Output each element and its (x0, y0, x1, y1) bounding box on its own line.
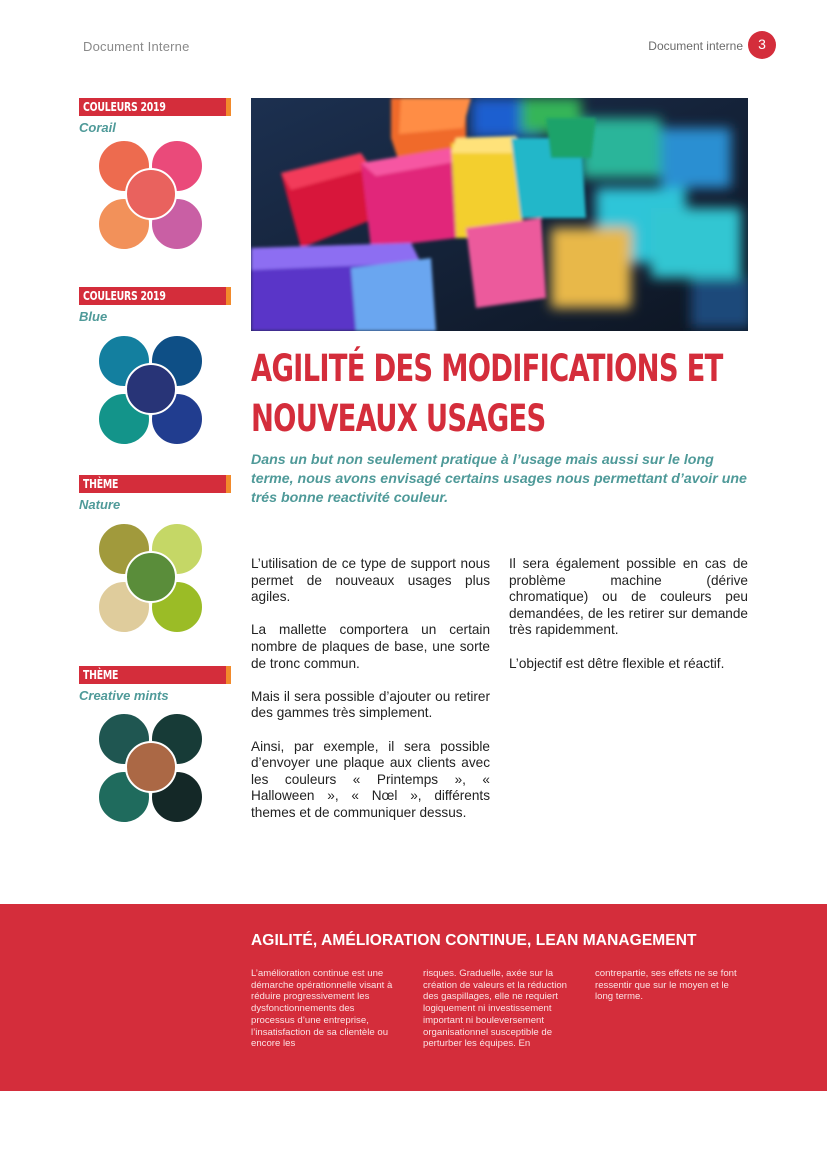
header-left-label: Document Interne (83, 39, 190, 54)
petal-center (125, 551, 177, 603)
color-flower (98, 335, 204, 445)
swatch-tag: THÈME (79, 666, 231, 684)
header-right-label: Document interne (648, 39, 743, 53)
swatch-name: Creative mints (79, 688, 169, 703)
paragraph: La mallette comportera un certain nombre de plaques de base, une sorte de tronc commun. (251, 622, 490, 671)
article-title (251, 344, 751, 444)
swatch-name: Nature (79, 497, 121, 512)
hero-image (251, 98, 748, 331)
color-flower (98, 523, 204, 633)
petal-center (125, 168, 177, 220)
swatch-tag: THÈME (79, 475, 231, 493)
article-column-1 (251, 556, 490, 838)
paragraph: L’utilisation de ce type de support nous permet de nouveaux usages plus agiles. (251, 556, 490, 605)
footer-column-3: contrepartie, ses effets ne se font ressentir que sur le moyen et le long terme. (595, 968, 737, 1003)
color-flower (98, 140, 204, 250)
petal-center (125, 741, 177, 793)
paragraph: Il sera également possible en cas de problème machine (dérive chromatique) ou de couleurs peu demandées, de les retirer sur demande très rapidemment. (509, 556, 748, 638)
footer-column-1: L’amélioration continue est une démarche opérationnelle visant à réduire progressivement les dysfonctionnements des processus d’une entreprise, l’insatisfaction de sa clientèle ou encore les (251, 968, 393, 1050)
paragraph: L’objectif est dêtre flexible et réactif. (509, 655, 725, 671)
chalk-blocks-illustration (251, 98, 748, 331)
article-lead: Dans un but non seulement pratique à l’usage mais aussi sur le long terme, nous avons envisagé certains usages nous permettant d’avoir une trés bonne reactivité couleur. (251, 452, 747, 506)
paragraph: Mais il sera possible d’ajouter ou retirer des gammes très simplement. (251, 688, 490, 721)
swatch-block-creative-mints (79, 666, 231, 826)
swatch-tag: COULEURS 2019 (79, 98, 231, 116)
swatch-name: Corail (79, 120, 116, 135)
article-title-line-1: AGILITÉ DES MODIFICATIONS ET (251, 347, 723, 390)
swatch-block-corail (79, 98, 231, 258)
footer-title: AGILITÉ, AMÉLIORATION CONTINUE, LEAN MANAGEMENT (251, 932, 697, 949)
color-flower (98, 713, 204, 823)
footer-column-2: risques. Graduelle, axée sur la création de valeurs et la réduction des gaspillages, elle ne requiert logiquement ni investissement important ni bouleversement organisationnel susceptible de perturber les équipes. En (423, 968, 567, 1050)
swatch-name: Blue (79, 309, 108, 324)
swatch-block-blue (79, 287, 231, 447)
footer-band (0, 904, 827, 1091)
page-number-badge: 3 (748, 31, 776, 59)
petal-center (125, 363, 177, 415)
article-column-2 (509, 556, 748, 689)
swatch-block-nature (79, 475, 231, 635)
paragraph: Ainsi, par exemple, il sera possible d’envoyer une plaque aux clients avec les couleurs « Printemps », « Halloween », « Nœl », différents themes et de communiquer dessus. (251, 738, 490, 820)
article-title-line-2: NOUVEAUX USAGES (251, 397, 546, 440)
swatch-tag: COULEURS 2019 (79, 287, 231, 305)
